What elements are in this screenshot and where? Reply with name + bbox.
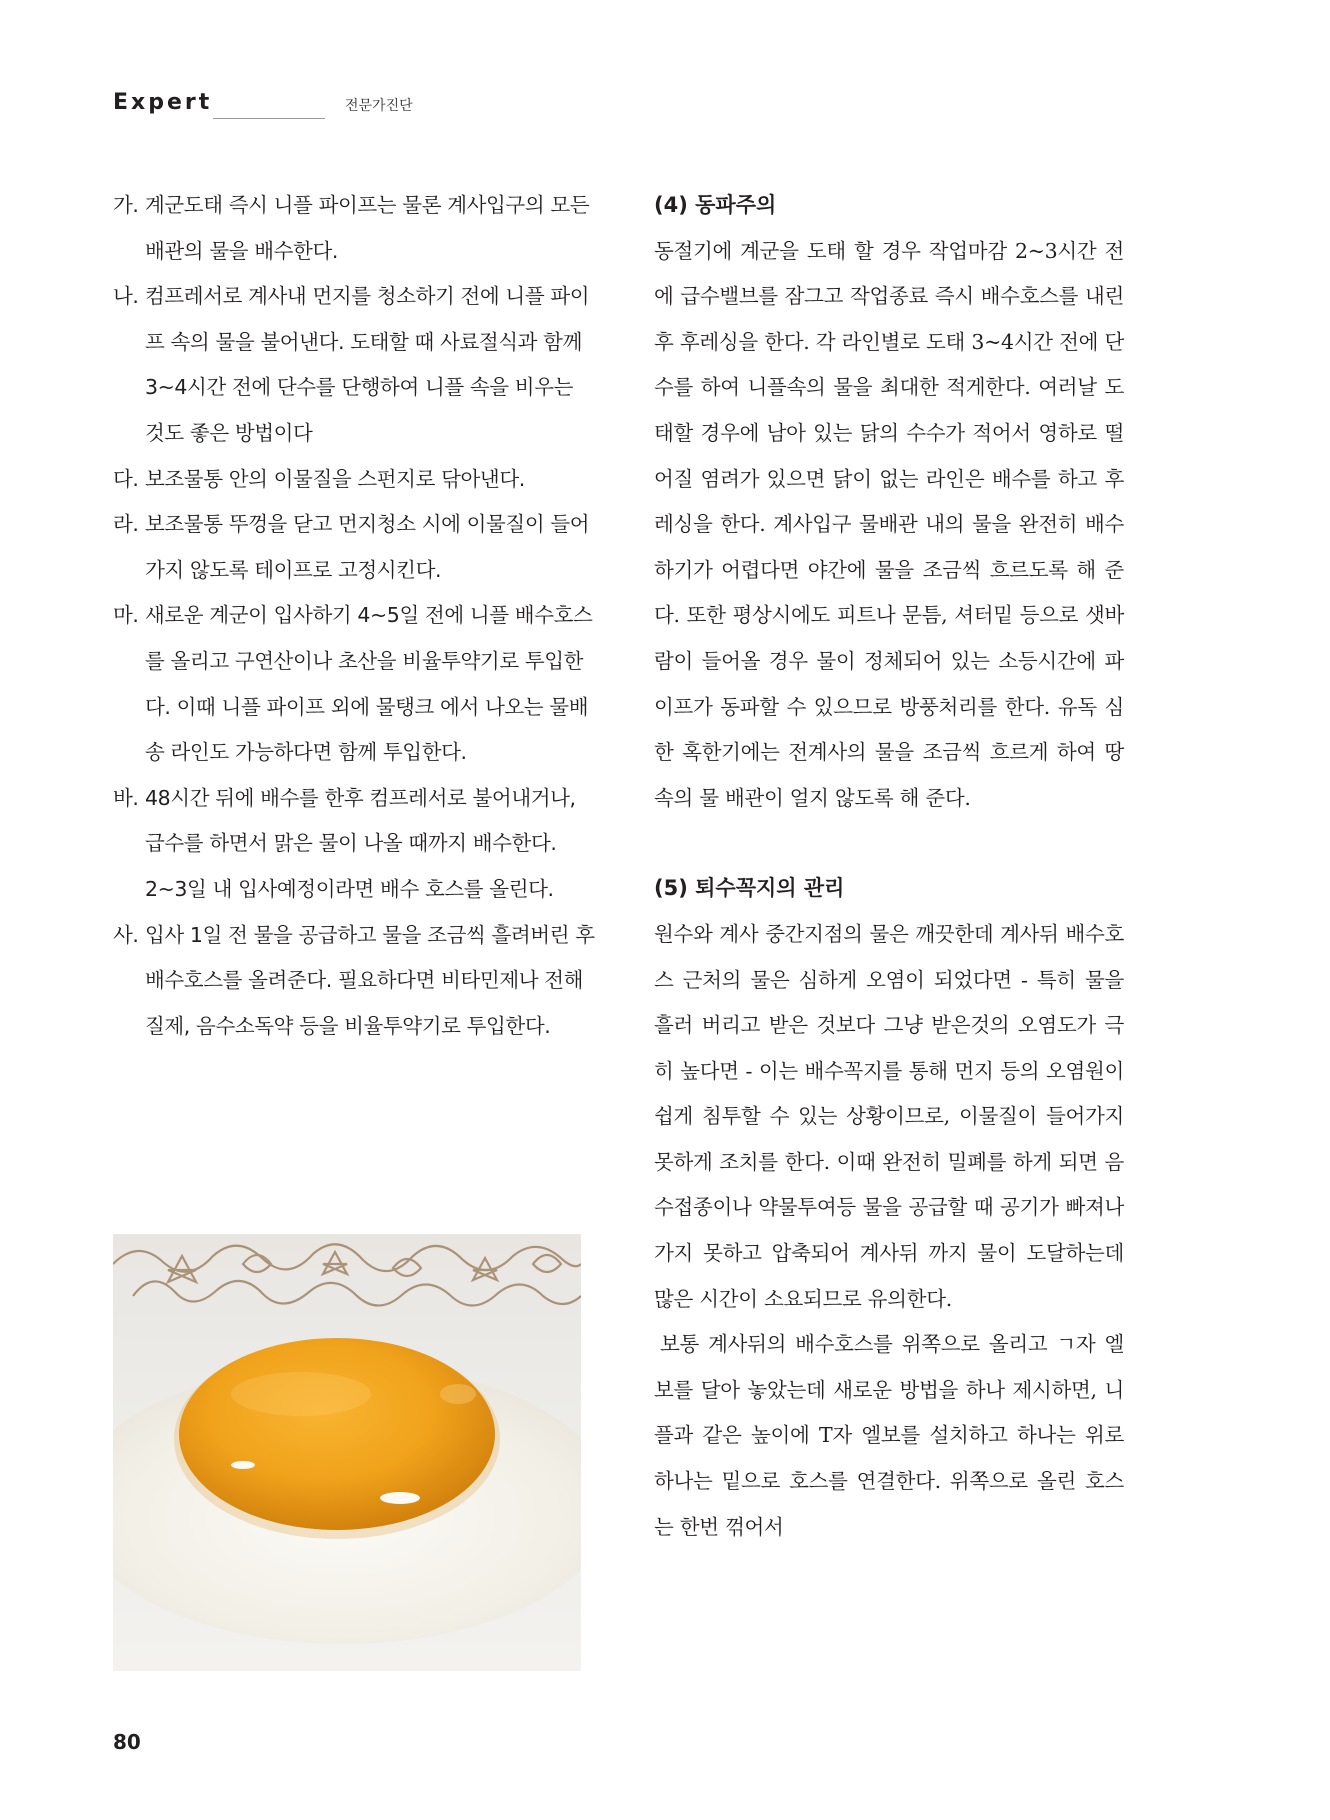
item-marker: 마. <box>113 603 139 628</box>
spacer <box>654 821 1124 866</box>
brand-label: Expert <box>113 90 213 115</box>
item-text: 입사 1일 전 물을 공급하고 물을 조금씩 흘려버린 후 배수호스를 올려준다. 필요하다면 비타민제나 전해질제, 음수소독약 등을 비율투약기로 투입한다. <box>145 922 595 1038</box>
item-text: 계군도태 즉시 니플 파이프는 물론 계사입구의 모든 배관의 물을 배수한다. <box>145 193 590 263</box>
page-number: 80 <box>113 1730 141 1754</box>
list-item <box>113 913 595 1050</box>
item-text: 48시간 뒤에 배수를 한후 컴프레서로 불어내거나, 급수를 하면서 맑은 물이 나올 때까지 배수한다. 2~3일 내 입사예정이라면 배수 호스를 올린다. <box>145 785 576 901</box>
list-item <box>113 593 595 775</box>
list-item <box>113 457 595 503</box>
header-rule <box>213 118 325 119</box>
item-marker: 라. <box>113 512 139 537</box>
left-column <box>113 183 595 1049</box>
list-item <box>113 274 595 456</box>
item-marker: 사. <box>113 922 139 947</box>
item-marker: 다. <box>113 466 139 491</box>
list-item <box>113 776 595 913</box>
item-text: 보조물통 안의 이물질을 스펀지로 닦아낸다. <box>145 466 525 491</box>
item-marker: 가. <box>113 193 139 217</box>
item-text: 컴프레서로 계사내 먼지를 청소하기 전에 니플 파이프 속의 물을 불어낸다. 도태할 때 사료절식과 함께 3~4시간 전에 단수를 단행하여 니플 속을 비우는 것도 좋은 방법이다 <box>145 284 590 445</box>
section-label: 전문가진단 <box>345 98 413 114</box>
paragraph-drain-valve: 원수와 계사 중간지점의 물은 깨끗한데 계사뒤 배수호스 근처의 물은 심하게 오염이 되었다면 - 특히 물을 흘러 버리고 받은 것보다 그냥 받은것의 오염도가 극히 높다면 - 이는 배수꼭지를 통해 먼지 등의 오염원이 쉽게 침투할 수 있는 상황이므로, 이물질이 들어가지 못하게 조치를 한다. 이때 완전히 밀폐를 하게 되면 음수접종이나 약물투여등 물을 공급할 때 공기가 빠져나가지 못하고 압축되어 계사뒤 까지 물이 도달하는데 많은 시간이 소요되므로 유의한다. <box>654 921 1124 1311</box>
egg-yolk-photo <box>113 1234 581 1671</box>
right-column <box>654 183 1124 1550</box>
item-text: 보조물통 뚜껑을 닫고 먼지청소 시에 이물질이 들어가지 않도록 테이프로 고정시킨다. <box>145 512 590 582</box>
egg-yolk-image <box>113 1234 581 1671</box>
item-text: 새로운 계군이 입사하기 4~5일 전에 니플 배수호스를 올리고 구연산이나 초산을 비율투약기로 투입한다. 이때 니플 파이프 외에 물탱크 에서 나오는 물배송 라인도 가능하다면 함께 투입한다. <box>145 603 593 765</box>
list-item <box>113 502 595 593</box>
item-marker: 바. <box>113 785 139 810</box>
section-heading-drain-valve: (5) 퇴수꼭지의 관리 <box>654 876 845 901</box>
list-item <box>113 183 595 274</box>
paragraph-drain-method: 보통 계사뒤의 배수호스를 위쪽으로 올리고 ㄱ자 엘보를 달아 놓았는데 새로운 방법을 하나 제시하면, 니플과 같은 높이에 T자 엘보를 설치하고 하나는 위로 하나는 밑으로 호스를 연결한다. 위쪽으로 올린 호스는 한번 꺾어서 <box>654 1332 1124 1539</box>
item-marker: 나. <box>113 284 139 309</box>
paragraph-freeze: 동절기에 계군을 도태 할 경우 작업마감 2~3시간 전에 급수밸브를 잠그고 작업종료 즉시 배수호스를 내린 후 후레싱을 한다. 각 라인별로 도태 3~4시간 전에 단수를 하여 니플속의 물을 최대한 적게한다. 여러날 도태할 경우에 남아 있는 닭의 수수가 적어서 영하로 떨어질 염려가 있으면 닭이 없는 라인은 배수를 하고 후레싱을 한다. 계사입구 물배관 내의 물을 완전히 배수하기가 어렵다면 야간에 물을 조금씩 흐르도록 해 준다. 또한 평상시에도 피트나 문틈, 셔터밑 등으로 샛바람이 들어올 경우 물이 정체되어 있는 소등시간에 파이프가 동파할 수 있으므로 방풍처리를 한다. 유독 심한 혹한기에는 전계사의 물을 조금씩 흐르게 하여 땅속의 물 배관이 얼지 않도록 해 준다. <box>654 238 1124 810</box>
section-heading-freeze: (4) 동파주의 <box>654 193 777 217</box>
